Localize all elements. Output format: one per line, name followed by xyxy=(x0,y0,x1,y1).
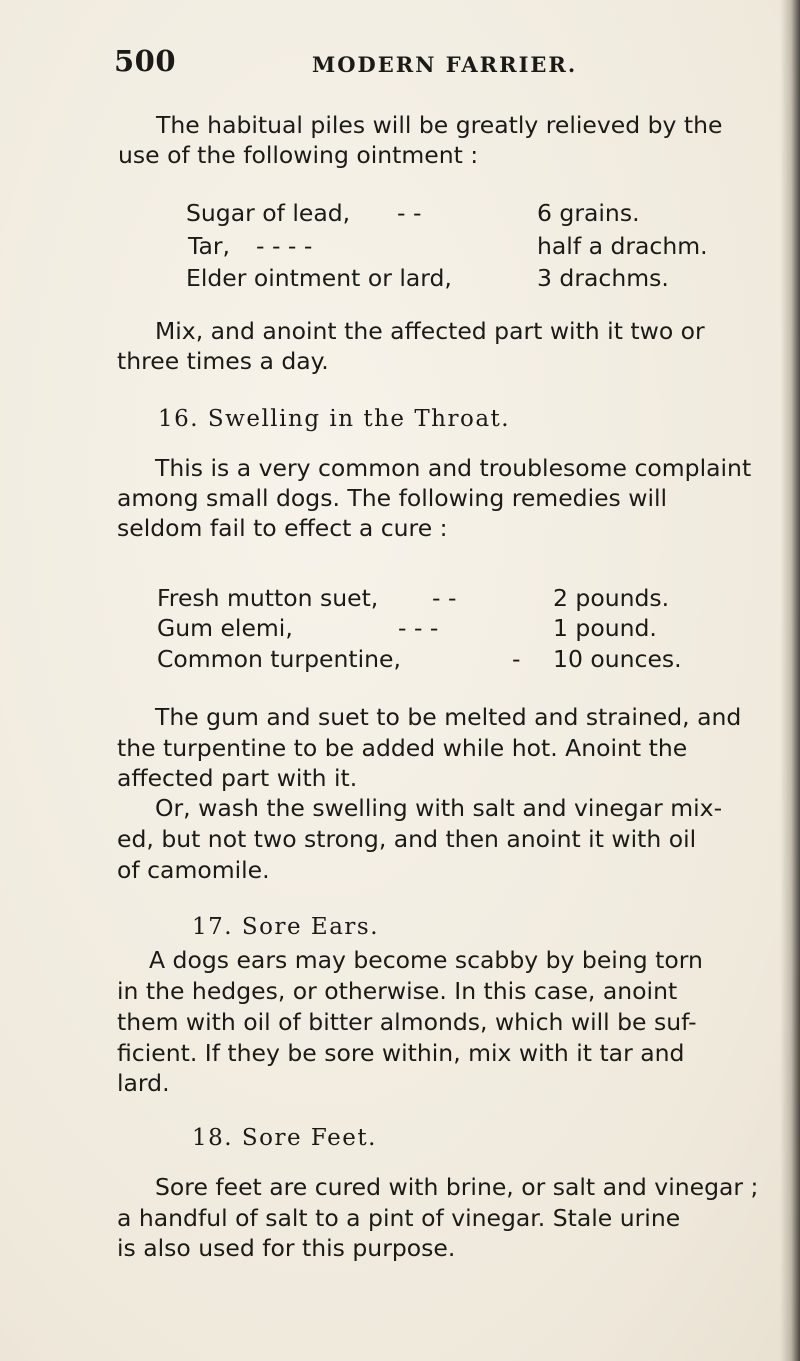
paragraph-line: lard. xyxy=(117,1069,170,1097)
section-heading-throat xyxy=(158,406,510,432)
recipe-row xyxy=(186,199,350,227)
paragraph-line: Or, wash the swelling with salt and vinegar mix- xyxy=(155,794,723,822)
paragraph-line: three times a day. xyxy=(117,347,329,375)
section-title: Swelling in the Throat. xyxy=(207,406,511,432)
paragraph-line: ficient. If they be sore within, mix with it tar and xyxy=(117,1039,685,1067)
paragraph-line: of camomile. xyxy=(117,856,270,884)
section-number: 18. xyxy=(192,1125,234,1151)
recipe-ingredient: Common turpentine, xyxy=(157,645,401,673)
page-edge-shadow xyxy=(780,0,800,1361)
paragraph-line: seldom fail to effect a cure : xyxy=(117,514,448,542)
paragraph-line: ed, but not two strong, and then anoint it with oil xyxy=(117,825,697,853)
section-number: 16. xyxy=(158,406,200,432)
paragraph-line: The gum and suet to be melted and strained, and xyxy=(155,703,742,731)
paragraph-line: Mix, and anoint the affected part with it two or xyxy=(155,317,705,345)
recipe-amount: 6 grains. xyxy=(537,199,640,227)
recipe-dashes: - - - - xyxy=(256,232,313,260)
recipe-ingredient: Fresh mutton suet, xyxy=(157,584,379,612)
recipe-dashes: - - xyxy=(432,584,457,612)
paragraph-line: them with oil of bitter almonds, which will be suf- xyxy=(117,1008,697,1036)
paragraph-line: a handful of salt to a pint of vinegar. Stale urine xyxy=(117,1204,681,1232)
page-header xyxy=(114,44,764,84)
paragraph-line: affected part with it. xyxy=(117,764,358,792)
recipe-ingredient: Tar, xyxy=(188,232,230,260)
recipe-amount: 3 drachms. xyxy=(537,264,669,292)
paragraph-line: in the hedges, or otherwise. In this case, anoint xyxy=(117,977,678,1005)
paragraph-line: A dogs ears may become scabby by being torn xyxy=(149,946,703,974)
running-title: MODERN FARRIER. xyxy=(312,52,578,77)
recipe-amount: 2 pounds. xyxy=(553,584,670,612)
recipe-ingredient: Elder ointment or lard, xyxy=(186,264,452,292)
section-heading-feet xyxy=(192,1125,377,1151)
recipe-amount: 10 ounces. xyxy=(553,645,682,673)
paragraph-line: the turpentine to be added while hot. Anoint the xyxy=(117,734,688,762)
paragraph-line: The habitual piles will be greatly relieved by the xyxy=(156,111,723,139)
recipe-amount: 1 pound. xyxy=(553,614,657,642)
recipe-dashes: - - xyxy=(397,199,422,227)
page-number: 500 xyxy=(114,44,177,78)
paragraph-line: Sore feet are cured with brine, or salt and vinegar ; xyxy=(155,1173,759,1201)
recipe-ingredient: Gum elemi, xyxy=(157,614,293,642)
paragraph-line: This is a very common and troublesome complaint xyxy=(155,454,752,482)
section-heading-ears xyxy=(192,914,379,940)
paragraph-line: is also used for this purpose. xyxy=(117,1234,456,1262)
paragraph-line: use of the following ointment : xyxy=(118,141,479,169)
recipe-amount: half a drachm. xyxy=(537,232,708,260)
recipe-ingredient: Sugar of lead, xyxy=(186,199,351,227)
section-number: 17. xyxy=(192,914,234,940)
section-title: Sore Feet. xyxy=(241,1125,377,1151)
recipe-dashes: - - - xyxy=(398,614,439,642)
paragraph-line: among small dogs. The following remedies will xyxy=(117,484,668,512)
recipe-dashes: - xyxy=(512,645,521,673)
section-title: Sore Ears. xyxy=(241,914,380,940)
